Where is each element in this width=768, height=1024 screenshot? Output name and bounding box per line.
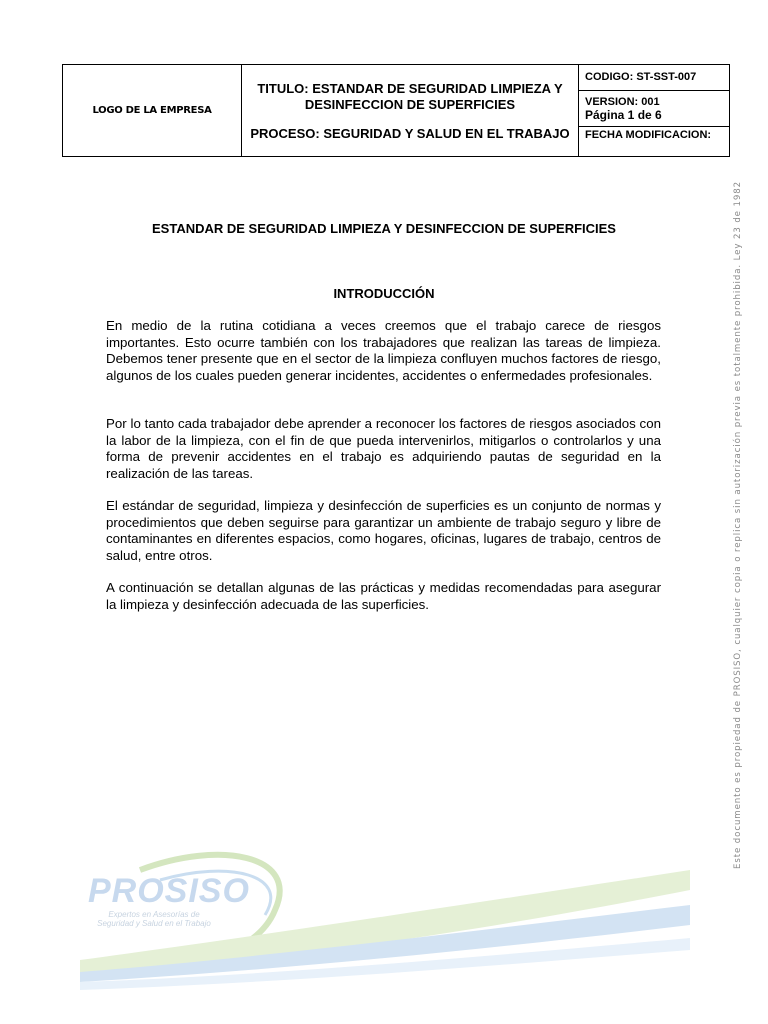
document-header-table [62, 64, 730, 157]
paragraph: El estándar de seguridad, limpieza y desinfección de superficies es un conjunto de normas y procedimientos que deben seguirse para garantizar un ambiente de trabajo seguro y libre de contaminantes en diferentes espacios, como hogares, oficinas, lugares de trabajo, centros de salud, entre otros. [106, 498, 661, 563]
document-title-cell [242, 65, 579, 157]
page-number: Página 1 de 6 [585, 107, 662, 122]
paragraph: A continuación se detallan algunas de las prácticas y medidas recomendadas para asegurar la limpieza y desinfección adecuada de las superficies. [106, 580, 661, 612]
document-version: VERSION: 001 [585, 95, 660, 108]
company-logo-placeholder [63, 65, 242, 157]
code-cell [579, 65, 730, 91]
modification-date-label: FECHA MODIFICACION: [585, 129, 712, 141]
document-code: CODIGO: ST-SST-007 [585, 71, 697, 83]
paragraph: Por lo tanto cada trabajador debe aprender a reconocer los factores de riesgos asociados con la labor de la limpieza, con el fin de que pueda intervenirlos, mitigarlos o controlarlos y una forma de prevenir accidentes en el trabajo es adquiriendo pautas de seguridad en la realización de las tareas. [106, 416, 661, 481]
copyright-notice-text: Este documento es propiedad de PROSISO, cualquier copia o replica sin autorización previa es totalmente prohibida. Ley 23 de 1982 [733, 181, 743, 869]
tagline-line-2: Seguridad y Salud en el Trabajo [97, 919, 211, 928]
tagline-line-1: Expertos en Asesorías de [108, 910, 200, 919]
prosiso-brand-watermark: PROSISO [88, 872, 250, 910]
brand-tagline [88, 910, 220, 928]
header-title: TITULO: ESTANDAR DE SEGURIDAD LIMPIEZA Y DESINFECCION DE SUPERFICIES [257, 81, 563, 112]
paragraph: En medio de la rutina cotidiana a veces creemos que el trabajo carece de riesgos importantes. Esto ocurre también con los trabajadores que realizan las tareas de limpieza. Debemos tener presente que en el sector de la limpieza confluyen muchos factores de riesgo, algunos de los cuales pueden generar incidentes, accidentes o enfermedades profesionales. [106, 318, 661, 383]
section-heading-introduccion: INTRODUCCIÓN [333, 286, 435, 301]
document-title: ESTANDAR DE SEGURIDAD LIMPIEZA Y DESINFECCION DE SUPERFICIES [152, 221, 616, 236]
version-cell [579, 91, 730, 127]
logo-text: LOGO DE LA EMPRESA [92, 105, 212, 116]
header-process: PROCESO: SEGURIDAD Y SALUD EN EL TRABAJO [250, 126, 570, 141]
modification-date-cell [579, 127, 730, 157]
